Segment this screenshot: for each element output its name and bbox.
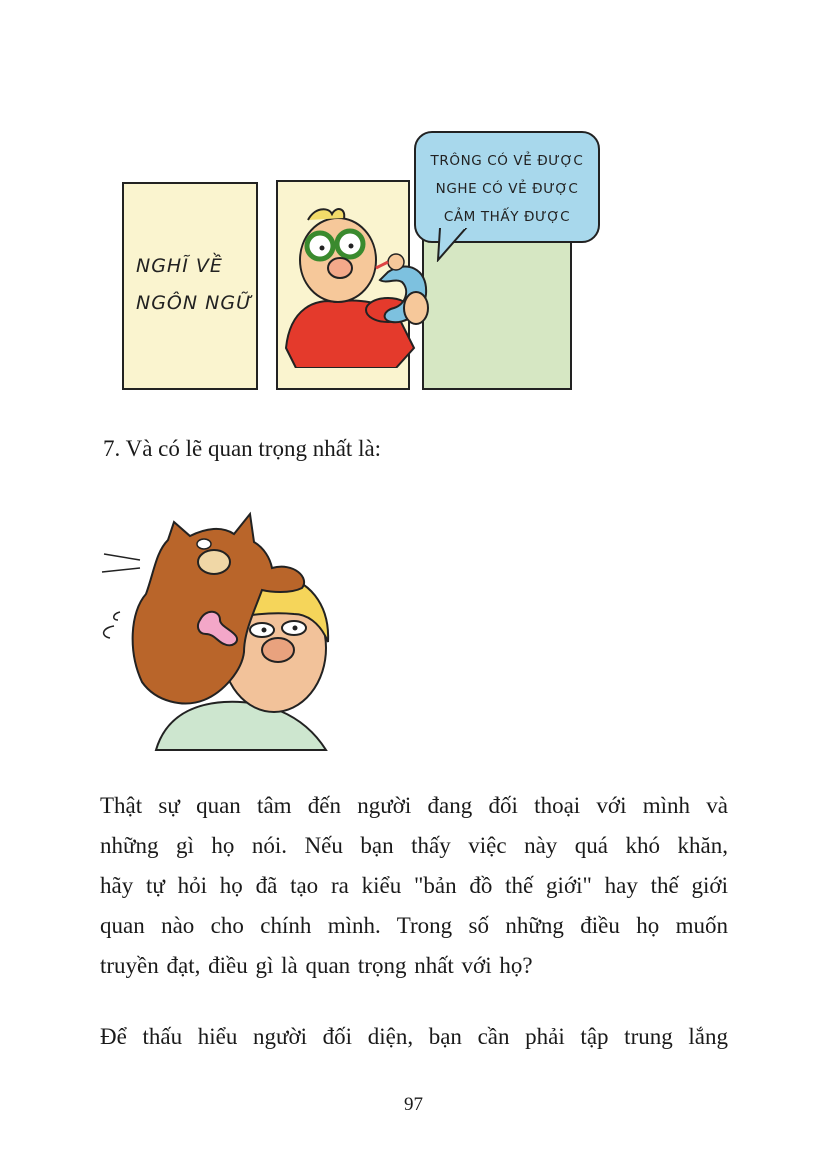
page-number: 97 [404, 1094, 423, 1115]
speech-bubble-text [416, 147, 598, 231]
list-item-7: 7. Và có lẽ quan trọng nhất là: [103, 436, 382, 461]
panel-caption-line: NGHĨ VỀ [136, 255, 223, 277]
panel-caption [136, 248, 253, 322]
cat-on-head-illustration [94, 502, 354, 754]
speech-bubble-tail [436, 228, 472, 262]
comic-panel-thinking [122, 182, 258, 390]
paragraph-line: truyền đạt, điều gì là quan trọng nhất với họ? [100, 953, 533, 978]
paragraph-line: Thật sự quan tâm đến người đang đối thoại với mình và [100, 793, 728, 818]
bubble-line: CẢM THẤY ĐƯỢC [443, 209, 571, 225]
paragraph-1 [100, 786, 728, 986]
panel-caption-line: NGÔN NGỮ [136, 292, 254, 314]
comic-strip [118, 128, 608, 390]
bubble-line: NGHE CÓ VẺ ĐƯỢC [435, 181, 579, 197]
paragraph-line: những gì họ nói. Nếu bạn thấy việc này quá khó khăn, [100, 833, 728, 858]
paragraph-line: quan nào cho chính mình. Trong số những điều họ muốn [100, 913, 728, 938]
bubble-line: TRÔNG CÓ VẺ ĐƯỢC [430, 153, 584, 169]
paragraph-2: Để thấu hiểu người đối diện, bạn cần phải tập trung lắng [100, 1024, 728, 1049]
speech-bubble [414, 131, 600, 243]
paragraph-line: hãy tự hỏi họ đã tạo ra kiểu "bản đồ thế giới" hay thế giới [100, 873, 728, 898]
